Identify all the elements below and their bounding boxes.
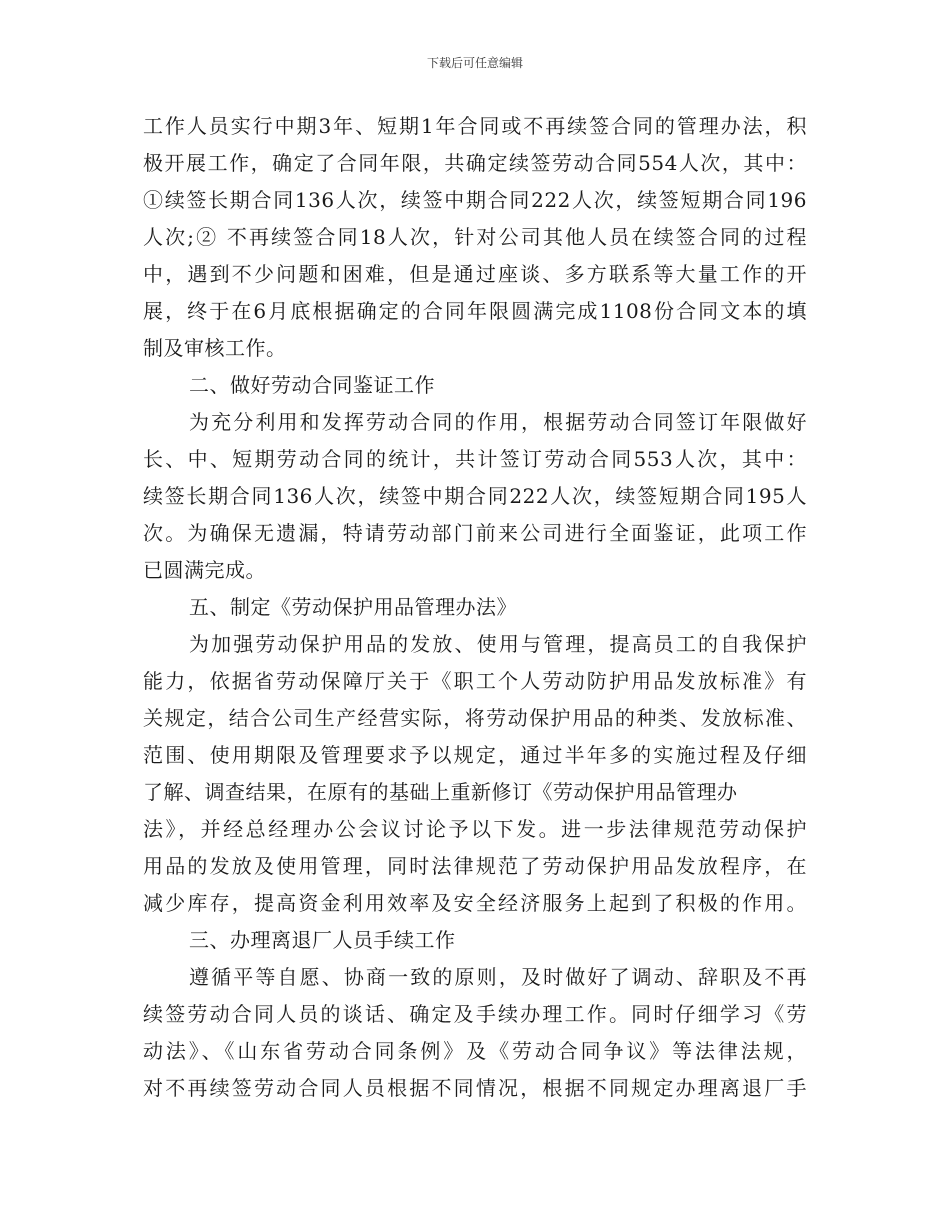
- text-line: 动法》、《山东省劳动合同条例》及《劳动合同争议》等法律法规，: [143, 1039, 807, 1063]
- text-line: 人次;② 不再续签合同18人次，针对公司其他人员在续签合同的过程: [143, 225, 807, 249]
- text-line: 极开展工作，确定了合同年限，共确定续签劳动合同554人次，其中：: [143, 151, 807, 175]
- text-line: 三、办理离退厂人员手续工作: [189, 928, 456, 952]
- text-line: 中，遇到不少问题和困难，但是通过座谈、多方联系等大量工作的开: [143, 262, 807, 286]
- text-line: 遵循平等自愿、协商一致的原则，及时做好了调动、辞职及不再: [189, 965, 807, 989]
- text-line: 对不再续签劳动合同人员根据不同情况，根据不同规定办理离退厂手: [143, 1076, 807, 1100]
- text-line: 已圆满完成。: [143, 558, 266, 582]
- text-line: ①续签长期合同136人次，续签中期合同222人次，续签短期合同196: [143, 188, 807, 212]
- text-line: 五、制定《劳动保护用品管理办法》: [189, 595, 517, 619]
- text-line: 工作人员实行中期3年、短期1年合同或不再续签合同的管理办法，积: [143, 114, 807, 138]
- document-body: [143, 108, 807, 1107]
- text-line: 能力，依据省劳动保障厅关于《职工个人劳动防护用品发放标准》有: [143, 669, 807, 693]
- text-line: 次。为确保无遗漏，特请劳动部门前来公司进行全面鉴证，此项工作: [143, 521, 807, 545]
- text-line: 减少库存，提高资金利用效率及安全经济服务上起到了积极的作用。: [143, 891, 807, 915]
- text-line: 了解、调查结果，在原有的基础上重新修订《劳动保护用品管理办: [143, 780, 738, 804]
- text-line: 法》，并经总经理办公会议讨论予以下发。进一步法律规范劳动保护: [143, 817, 807, 841]
- text-line: 续签劳动合同人员的谈话、确定及手续办理工作。同时仔细学习《劳: [143, 1002, 807, 1026]
- text-line: 用品的发放及使用管理，同时法律规范了劳动保护用品发放程序，在: [143, 854, 807, 878]
- text-line: 长、中、短期劳动合同的统计，共计签订劳动合同553人次，其中：: [143, 447, 807, 471]
- page-header: 下载后可任意编辑: [426, 56, 523, 70]
- text-line: 关规定，结合公司生产经营实际，将劳动保护用品的种类、发放标准、: [143, 706, 807, 730]
- text-line: 续签长期合同136人次，续签中期合同222人次，续签短期合同195人: [143, 484, 807, 508]
- text-line: 为充分利用和发挥劳动合同的作用，根据劳动合同签订年限做好: [189, 410, 807, 434]
- text-line: 展，终于在6月底根据确定的合同年限圆满完成1108份合同文本的填: [143, 299, 807, 323]
- text-line: 为加强劳动保护用品的发放、使用与管理，提高员工的自我保护: [189, 632, 807, 656]
- text-line: 制及审核工作。: [143, 336, 287, 360]
- text-line: 二、做好劳动合同鉴证工作: [189, 373, 435, 397]
- text-line: 范围、使用期限及管理要求予以规定，通过半年多的实施过程及仔细: [143, 743, 807, 767]
